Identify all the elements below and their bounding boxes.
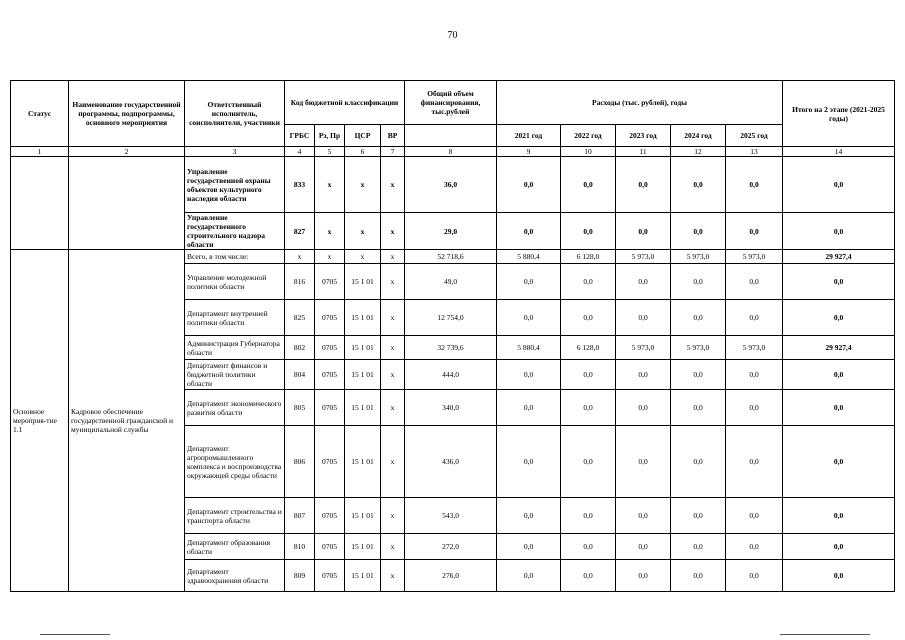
vr-cell: х	[381, 560, 405, 592]
table-row	[11, 250, 895, 264]
y2023-cell: 0,0	[616, 534, 671, 560]
total-cell: 444,0	[405, 360, 497, 390]
y2022-cell: 6 128,0	[561, 250, 616, 264]
rzpr-cell: 0705	[315, 300, 345, 336]
total-cell: 340,0	[405, 390, 497, 426]
status-cell-empty	[11, 157, 69, 250]
y2023-cell: 0,0	[616, 360, 671, 390]
executor-cell: Департамент здравоохранения области	[185, 560, 285, 592]
stage-cell: 0,0	[783, 534, 895, 560]
y2021-cell: 0,0	[497, 264, 561, 300]
rzpr-cell: х	[315, 250, 345, 264]
rzpr-cell: 0705	[315, 390, 345, 426]
y2021-cell: 0,0	[497, 498, 561, 534]
y2025-cell: 0,0	[726, 213, 783, 250]
column-number: 5	[315, 147, 345, 157]
y2024-cell: 0,0	[671, 390, 726, 426]
y2025-cell: 0,0	[726, 534, 783, 560]
executor-cell: Департамент финансов и бюджетной политики области	[185, 360, 285, 390]
csr-cell: 15 1 01	[345, 264, 381, 300]
y2025-cell: 5 973,0	[726, 336, 783, 360]
csr-cell: х	[345, 213, 381, 250]
y2025-cell: 0,0	[726, 157, 783, 213]
y2022-cell: 0,0	[561, 498, 616, 534]
y2022-cell: 0,0	[561, 390, 616, 426]
y2022-cell: 0,0	[561, 300, 616, 336]
executor-cell: Администрация Губернатора области	[185, 336, 285, 360]
y2021-cell: 0,0	[497, 426, 561, 498]
header-year-2022: 2022 год	[561, 125, 616, 147]
y2021-cell: 0,0	[497, 360, 561, 390]
stage-cell: 0,0	[783, 264, 895, 300]
total-cell: 272,0	[405, 534, 497, 560]
vr-cell: х	[381, 264, 405, 300]
executor-cell: Управление государственной охраны объектов культурного наследия области	[185, 157, 285, 213]
csr-cell: 15 1 01	[345, 300, 381, 336]
table-row	[11, 157, 895, 213]
y2025-cell: 0,0	[726, 498, 783, 534]
vr-cell: х	[381, 336, 405, 360]
grbs-cell: 816	[285, 264, 315, 300]
y2022-cell: 0,0	[561, 426, 616, 498]
y2023-cell: 0,0	[616, 157, 671, 213]
rzpr-cell: 0705	[315, 498, 345, 534]
y2025-cell: 0,0	[726, 360, 783, 390]
rzpr-cell: 0705	[315, 560, 345, 592]
header-year-2025: 2025 год	[726, 125, 783, 147]
stage-cell: 0,0	[783, 157, 895, 213]
y2023-cell: 5 973,0	[616, 250, 671, 264]
y2024-cell: 0,0	[671, 560, 726, 592]
budget-table	[10, 80, 895, 592]
grbs-cell: 810	[285, 534, 315, 560]
total-cell: 36,0	[405, 157, 497, 213]
stage-cell: 0,0	[783, 560, 895, 592]
measure-name-cell: Кадровое обеспечение государственной гражданской и муниципальной службы	[69, 250, 185, 592]
y2025-cell: 0,0	[726, 300, 783, 336]
header-year-2024: 2024 год	[671, 125, 726, 147]
grbs-cell: 802	[285, 336, 315, 360]
stage-cell: 0,0	[783, 390, 895, 426]
stage-cell: 29 927,4	[783, 336, 895, 360]
rzpr-cell: 0705	[315, 426, 345, 498]
grbs-cell: 809	[285, 560, 315, 592]
column-number: 1	[11, 147, 69, 157]
total-cell: 49,0	[405, 264, 497, 300]
rzpr-cell: 0705	[315, 534, 345, 560]
total-cell: 436,0	[405, 426, 497, 498]
y2023-cell: 0,0	[616, 560, 671, 592]
header-rzpr: Рз, Пр	[315, 125, 345, 147]
y2023-cell: 0,0	[616, 390, 671, 426]
y2021-cell: 0,0	[497, 560, 561, 592]
header-vr: ВР	[381, 125, 405, 147]
y2023-cell: 0,0	[616, 426, 671, 498]
csr-cell: х	[345, 250, 381, 264]
executor-cell: Департамент агропромышленного комплекса и воспроизводства окружающей среды области	[185, 426, 285, 498]
y2024-cell: 0,0	[671, 534, 726, 560]
grbs-cell: 807	[285, 498, 315, 534]
header-grbs: ГРБС	[285, 125, 315, 147]
total-cell: 543,0	[405, 498, 497, 534]
column-number-row	[11, 147, 895, 157]
header-status: Статус	[11, 81, 69, 147]
column-number: 11	[616, 147, 671, 157]
y2024-cell: 5 973,0	[671, 250, 726, 264]
total-cell: 32 739,6	[405, 336, 497, 360]
rzpr-cell: х	[315, 157, 345, 213]
executor-cell: Департамент образования области	[185, 534, 285, 560]
y2022-cell: 0,0	[561, 264, 616, 300]
grbs-cell: 825	[285, 300, 315, 336]
vr-cell: х	[381, 300, 405, 336]
column-number: 8	[405, 147, 497, 157]
y2023-cell: 0,0	[616, 213, 671, 250]
footer-rule-right	[780, 634, 870, 635]
executor-cell: Департамент строительства и транспорта области	[185, 498, 285, 534]
y2024-cell: 0,0	[671, 498, 726, 534]
rzpr-cell: 0705	[315, 360, 345, 390]
header-expenses: Расходы (тыс. рублей), годы	[497, 81, 783, 125]
executor-cell: Департамент экономического развития области	[185, 390, 285, 426]
column-number: 10	[561, 147, 616, 157]
y2023-cell: 0,0	[616, 264, 671, 300]
y2022-cell: 0,0	[561, 360, 616, 390]
y2022-cell: 6 128,0	[561, 336, 616, 360]
grbs-cell: 833	[285, 157, 315, 213]
y2024-cell: 0,0	[671, 360, 726, 390]
total-cell: 29,0	[405, 213, 497, 250]
y2021-cell: 0,0	[497, 213, 561, 250]
measure-name-cell-empty	[69, 157, 185, 250]
header-year-2023: 2023 год	[616, 125, 671, 147]
header-year-2021: 2021 год	[497, 125, 561, 147]
column-number: 9	[497, 147, 561, 157]
y2021-cell: 0,0	[497, 300, 561, 336]
y2021-cell: 0,0	[497, 534, 561, 560]
y2023-cell: 5 973,0	[616, 336, 671, 360]
column-number: 12	[671, 147, 726, 157]
y2021-cell: 0,0	[497, 157, 561, 213]
total-cell: 12 754,0	[405, 300, 497, 336]
grbs-cell: х	[285, 250, 315, 264]
total-cell: 52 718,6	[405, 250, 497, 264]
grbs-cell: 805	[285, 390, 315, 426]
y2022-cell: 0,0	[561, 560, 616, 592]
y2024-cell: 5 973,0	[671, 336, 726, 360]
y2025-cell: 0,0	[726, 264, 783, 300]
rzpr-cell: х	[315, 213, 345, 250]
csr-cell: 15 1 01	[345, 390, 381, 426]
header-total-sub	[405, 125, 497, 147]
header-csr: ЦСР	[345, 125, 381, 147]
header-stage-total: Итого на 2 этапе (2021-2025 годы)	[783, 81, 895, 147]
stage-cell: 0,0	[783, 213, 895, 250]
stage-cell: 29 927,4	[783, 250, 895, 264]
y2024-cell: 0,0	[671, 213, 726, 250]
y2024-cell: 0,0	[671, 157, 726, 213]
vr-cell: х	[381, 157, 405, 213]
vr-cell: х	[381, 360, 405, 390]
executor-cell: Департамент внутренней политики области	[185, 300, 285, 336]
y2023-cell: 0,0	[616, 300, 671, 336]
stage-cell: 0,0	[783, 360, 895, 390]
status-cell: Основное мероприя-тие 1.1	[11, 250, 69, 592]
csr-cell: 15 1 01	[345, 534, 381, 560]
stage-cell: 0,0	[783, 300, 895, 336]
rzpr-cell: 0705	[315, 336, 345, 360]
column-number: 4	[285, 147, 315, 157]
executor-cell: Всего, в том числе:	[185, 250, 285, 264]
column-number: 3	[185, 147, 285, 157]
y2023-cell: 0,0	[616, 498, 671, 534]
grbs-cell: 827	[285, 213, 315, 250]
csr-cell: 15 1 01	[345, 498, 381, 534]
total-cell: 276,0	[405, 560, 497, 592]
y2022-cell: 0,0	[561, 534, 616, 560]
csr-cell: 15 1 01	[345, 426, 381, 498]
y2025-cell: 0,0	[726, 560, 783, 592]
csr-cell: х	[345, 157, 381, 213]
csr-cell: 15 1 01	[345, 360, 381, 390]
stage-cell: 0,0	[783, 498, 895, 534]
column-number: 14	[783, 147, 895, 157]
vr-cell: х	[381, 390, 405, 426]
vr-cell: х	[381, 498, 405, 534]
y2022-cell: 0,0	[561, 213, 616, 250]
csr-cell: 15 1 01	[345, 560, 381, 592]
footer-rule-left	[40, 634, 110, 635]
y2024-cell: 0,0	[671, 264, 726, 300]
executor-cell: Управление молодежной политики области	[185, 264, 285, 300]
header-name: Наименование государственной программы, подпрограммы, основного мероприятия	[69, 81, 185, 147]
column-number: 6	[345, 147, 381, 157]
y2024-cell: 0,0	[671, 300, 726, 336]
grbs-cell: 806	[285, 426, 315, 498]
executor-cell: Управление государственного строительного надзора области	[185, 213, 285, 250]
y2025-cell: 5 973,0	[726, 250, 783, 264]
header-executor: Ответственный исполнитель, соисполнители, участники	[185, 81, 285, 147]
y2022-cell: 0,0	[561, 157, 616, 213]
page-number: 70	[447, 30, 458, 41]
y2025-cell: 0,0	[726, 390, 783, 426]
y2024-cell: 0,0	[671, 426, 726, 498]
column-number: 2	[69, 147, 185, 157]
grbs-cell: 804	[285, 360, 315, 390]
header-total: Общий объем финансирования, тыс.рублей	[405, 81, 497, 125]
y2021-cell: 5 880,4	[497, 250, 561, 264]
vr-cell: х	[381, 250, 405, 264]
y2025-cell: 0,0	[726, 426, 783, 498]
y2021-cell: 5 880,4	[497, 336, 561, 360]
csr-cell: 15 1 01	[345, 336, 381, 360]
header-budget-code: Код бюджетной классификации	[285, 81, 405, 125]
rzpr-cell: 0705	[315, 264, 345, 300]
y2021-cell: 0,0	[497, 390, 561, 426]
column-number: 13	[726, 147, 783, 157]
vr-cell: х	[381, 213, 405, 250]
vr-cell: х	[381, 534, 405, 560]
stage-cell: 0,0	[783, 426, 895, 498]
vr-cell: х	[381, 426, 405, 498]
column-number: 7	[381, 147, 405, 157]
